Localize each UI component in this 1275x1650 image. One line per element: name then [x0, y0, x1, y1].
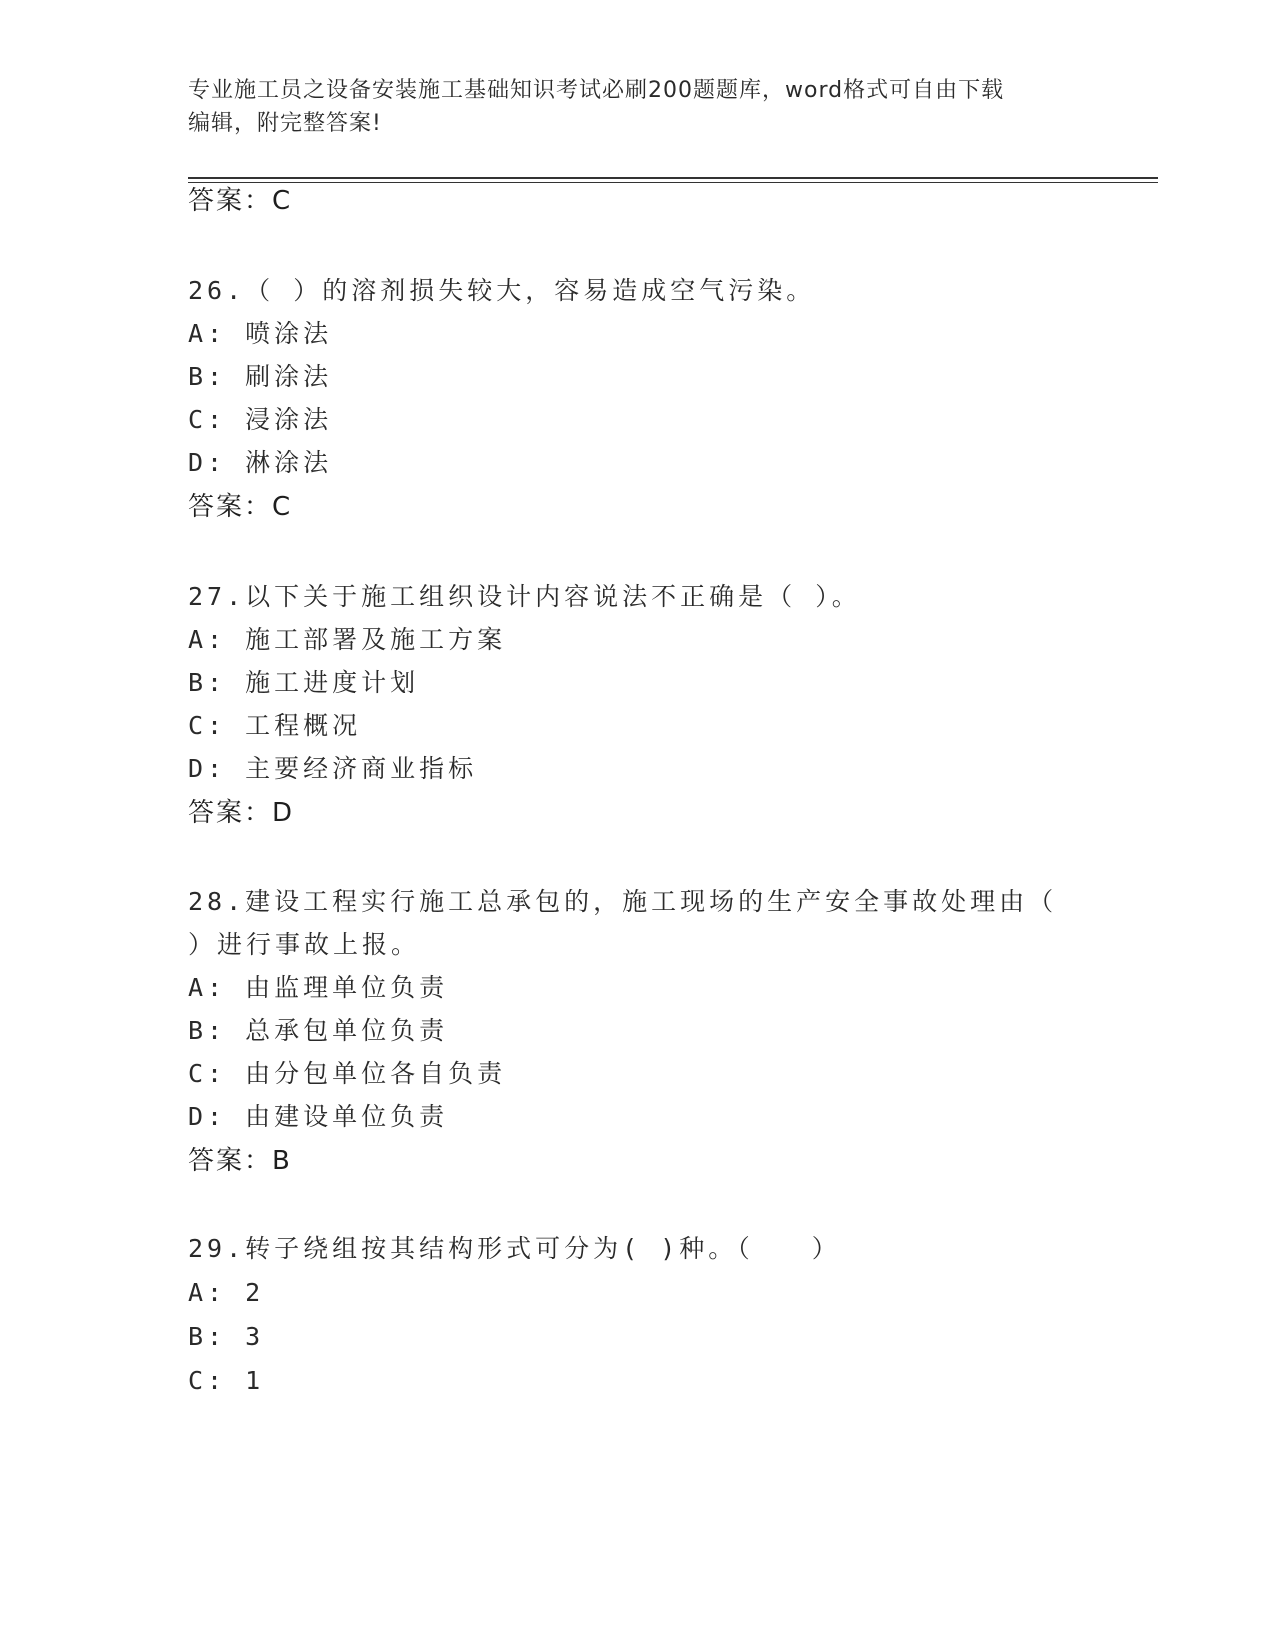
answer-28: 答案：B	[188, 1146, 292, 1176]
question-28-stem-line-1: 28.建设工程实行施工总承包的，施工现场的生产安全事故处理由（	[188, 887, 1058, 916]
question-27-stem: 27.以下关于施工组织设计内容说法不正确是（ ）。	[188, 582, 861, 611]
document-header	[188, 74, 1068, 140]
question-28-option-b: B: 总承包单位负责	[188, 1016, 449, 1045]
header-rule-thick	[188, 177, 1158, 179]
question-29-option-b: B: 3	[188, 1322, 265, 1351]
question-27-option-d: D: 主要经济商业指标	[188, 754, 478, 783]
question-26-option-b: B: 刷涂法	[188, 362, 333, 391]
question-28-option-c: C: 由分包单位各自负责	[188, 1059, 507, 1088]
header-line-2: 编辑，附完整答案!	[188, 111, 382, 136]
question-26-option-d: D: 淋涂法	[188, 448, 333, 477]
answer-26: 答案：C	[188, 492, 293, 522]
header-line-1: 专业施工员之设备安装施工基础知识考试必刷200题题库，word格式可自由下载	[188, 78, 1005, 103]
question-28-option-a: A: 由监理单位负责	[188, 973, 449, 1002]
question-26-option-c: C: 浸涂法	[188, 405, 333, 434]
question-29-stem: 29.转子绕组按其结构形式可分为( )种。（ ）	[188, 1234, 841, 1263]
header-rule-thin	[188, 182, 1158, 183]
answer-27: 答案：D	[188, 798, 295, 828]
answer-25: 答案：C	[188, 186, 293, 216]
question-27-option-b: B: 施工进度计划	[188, 668, 420, 697]
question-29-option-c: C: 1	[188, 1366, 265, 1395]
question-27-option-c: C: 工程概况	[188, 711, 362, 740]
question-26-option-a: A: 喷涂法	[188, 319, 333, 348]
question-27-option-a: A: 施工部署及施工方案	[188, 625, 507, 654]
question-29-option-a: A: 2	[188, 1278, 265, 1307]
question-26-stem: 26.（ ）的溶剂损失较大，容易造成空气污染。	[188, 276, 816, 305]
question-28-option-d: D: 由建设单位负责	[188, 1102, 449, 1131]
question-28-stem-line-2: ）进行事故上报。	[188, 930, 421, 959]
